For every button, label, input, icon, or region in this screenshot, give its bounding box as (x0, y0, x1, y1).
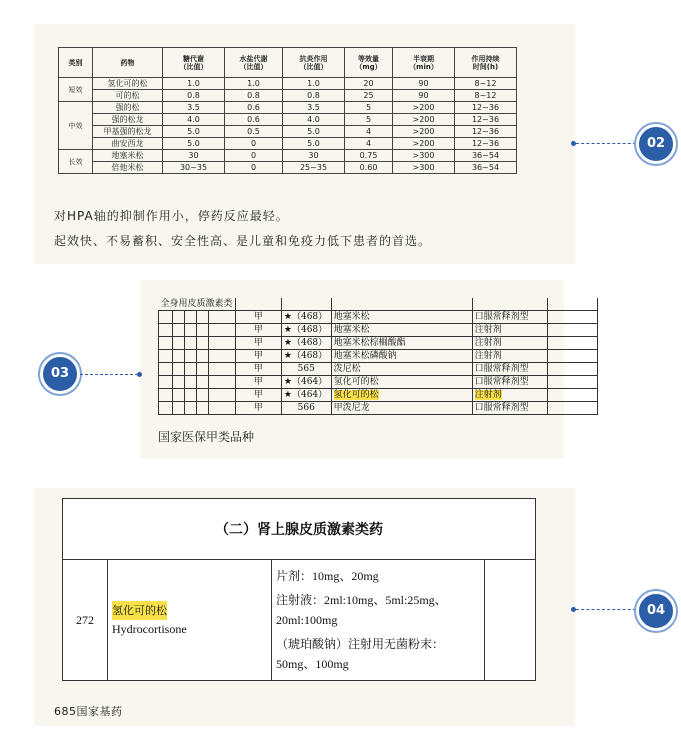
value-cell: 30 (163, 150, 225, 162)
form-cell: 口服常释剂型 (472, 311, 547, 324)
table-row (59, 102, 517, 114)
code-cell: （468） (291, 311, 328, 322)
table-row (159, 324, 598, 337)
value-cell: 0 (225, 150, 283, 162)
value-cell: 12~36 (455, 102, 517, 114)
drug-cell: 强的松龙 (93, 114, 163, 126)
value-cell: 0.6 (225, 114, 283, 126)
badge-02: 02 (636, 124, 676, 164)
caption-insurance: 国家医保甲类品种 (158, 430, 255, 444)
spec-powder-cont: 50mg、100mg (276, 657, 349, 671)
connector-dot (137, 372, 142, 377)
corticosteroid-comparison-table (58, 47, 517, 174)
drug-name-en: Hydrocortisone (112, 622, 187, 636)
value-cell: 4.0 (283, 114, 345, 126)
table-header-row (63, 499, 536, 560)
highlighted-drug: 氢化可的松 (333, 389, 379, 400)
table-row (63, 560, 536, 681)
form-cell: 注射剂 (472, 350, 547, 363)
code-cell: （464） (291, 389, 328, 400)
header-equivalent-dose: 等效量 （mg） (345, 48, 393, 78)
connector-line (576, 143, 636, 144)
value-cell: >200 (393, 126, 455, 138)
value-cell: 5 (345, 102, 393, 114)
form-cell: 口服常释剂型 (472, 402, 547, 415)
star-icon: ★ (283, 337, 292, 348)
insurance-table-crop (158, 298, 598, 418)
drug-cell: 氢化可的松 (93, 78, 163, 90)
insurance-table (158, 298, 598, 415)
value-cell: 12~36 (455, 138, 517, 150)
essential-drug-table (62, 498, 536, 681)
value-cell: 0.8 (163, 90, 225, 102)
value-cell: 20 (345, 78, 393, 90)
section-header: （二）肾上腺皮质激素类药 (63, 499, 536, 560)
drug-cell: 地塞米松 (331, 311, 472, 324)
code-cell: （468） (291, 337, 328, 348)
table-row (159, 376, 598, 389)
drug-cell: 甲泼尼龙 (331, 402, 472, 415)
header-duration: 作用持续 时间(h) (455, 48, 517, 78)
table-row (59, 162, 517, 174)
table-row (159, 402, 598, 415)
spec-injection-cont: 20ml:100mg (276, 613, 338, 627)
header-antiinflammatory: 抗炎作用 （比值） (283, 48, 345, 78)
grade-cell: 甲 (235, 402, 281, 415)
value-cell: >200 (393, 138, 455, 150)
table-title-row (159, 298, 598, 311)
caption-hpa: 对HPA轴的抑制作用小，停药反应最轻。 (54, 209, 289, 223)
value-cell: 5.0 (283, 126, 345, 138)
grade-cell: 甲 (235, 324, 281, 337)
grade-cell: 甲 (235, 389, 281, 402)
value-cell: 12~36 (455, 114, 517, 126)
code-cell: （468） (291, 350, 328, 361)
code-cell: （464） (291, 376, 328, 387)
table-row (159, 363, 598, 376)
value-cell: 0 (225, 162, 283, 174)
value-cell: >200 (393, 114, 455, 126)
empty-cell (485, 560, 536, 681)
spec-injection: 注射液：2ml:10mg、5ml:25mg、 (276, 593, 447, 607)
grade-cell: 甲 (235, 337, 281, 350)
header-drug: 药物 (93, 48, 163, 78)
value-cell: 5.0 (163, 126, 225, 138)
value-cell: 4 (345, 138, 393, 150)
value-cell: 1.0 (225, 78, 283, 90)
value-cell: 12~36 (455, 126, 517, 138)
table-row (59, 90, 517, 102)
drug-cell: 倍他米松 (93, 162, 163, 174)
table-row-highlighted (159, 389, 598, 402)
form-cell: 口服常释剂型 (472, 363, 547, 376)
grade-cell: 甲 (235, 350, 281, 363)
header-half-life: 半衰期 （min） (393, 48, 455, 78)
value-cell: 30 (283, 150, 345, 162)
value-cell: 0.8 (283, 90, 345, 102)
drug-cell: 地塞米松 (93, 150, 163, 162)
drug-cell: 地塞米松磷酸钠 (331, 350, 472, 363)
header-salt: 水盐代谢 （比值） (225, 48, 283, 78)
drug-cell: 甲基强的松龙 (93, 126, 163, 138)
specification-cell (272, 560, 485, 681)
category-cell: 中效 (59, 102, 93, 150)
value-cell: 0.6 (225, 102, 283, 114)
grade-cell: 甲 (235, 363, 281, 376)
drug-cell: 氢化可的松 (331, 376, 472, 389)
value-cell: 3.5 (283, 102, 345, 114)
star-icon: ★ (283, 350, 292, 361)
table-row (59, 150, 517, 162)
star-icon: ★ (283, 376, 292, 387)
value-cell: 5.0 (283, 138, 345, 150)
table-row (59, 114, 517, 126)
grade-cell: 甲 (235, 376, 281, 389)
value-cell: 0 (225, 138, 283, 150)
header-category: 类别 (59, 48, 93, 78)
category-cell: 短效 (59, 78, 93, 102)
value-cell: 0.60 (345, 162, 393, 174)
table-row (159, 350, 598, 363)
section-title: 全身用皮质激素类 (159, 298, 236, 311)
value-cell: 90 (393, 90, 455, 102)
drug-number: 272 (63, 560, 108, 681)
star-icon: ★ (283, 324, 292, 335)
code-cell: （468） (291, 324, 328, 335)
table-row (59, 138, 517, 150)
grade-cell: 甲 (235, 311, 281, 324)
value-cell: 5 (345, 114, 393, 126)
code-cell: 566 (297, 402, 315, 413)
value-cell: 5.0 (163, 138, 225, 150)
value-cell: >300 (393, 162, 455, 174)
connector-line (576, 609, 636, 610)
caption-essential: 685国家基药 (54, 705, 123, 718)
table-row (59, 78, 517, 90)
table-row (159, 311, 598, 324)
value-cell: 36~54 (455, 150, 517, 162)
drug-cell: 曲安西龙 (93, 138, 163, 150)
drug-name-cell (108, 560, 272, 681)
header-glucose: 糖代谢 （比值） (163, 48, 225, 78)
drug-cell: 泼尼松 (331, 363, 472, 376)
value-cell: 1.0 (283, 78, 345, 90)
connector-line (80, 374, 138, 375)
spec-powder: （琥珀酸钠）注射用无菌粉末： (276, 637, 445, 651)
drug-name-cn: 氢化可的松 (112, 601, 167, 620)
spec-tablet: 片剂：10mg、20mg (276, 569, 379, 583)
value-cell: 8~12 (455, 78, 517, 90)
category-cell: 长效 (59, 150, 93, 174)
drug-cell: 可的松 (93, 90, 163, 102)
drug-cell: 地塞米松棕榈酸酯 (331, 337, 472, 350)
code-cell: 565 (297, 363, 315, 374)
value-cell: 36~54 (455, 162, 517, 174)
table-header-row (59, 48, 517, 78)
caption-first-choice: 起效快、不易蓄积、安全性高、是儿童和免疫力低下患者的首选。 (54, 234, 432, 248)
star-icon: ★ (283, 311, 292, 322)
value-cell: 0.5 (225, 126, 283, 138)
value-cell: 1.0 (163, 78, 225, 90)
badge-03: 03 (40, 354, 80, 394)
value-cell: 0.8 (225, 90, 283, 102)
value-cell: 0.75 (345, 150, 393, 162)
value-cell: >300 (393, 150, 455, 162)
form-cell: 注射剂 (472, 324, 547, 337)
value-cell: 4 (345, 126, 393, 138)
table-row (159, 337, 598, 350)
value-cell: >200 (393, 102, 455, 114)
star-icon: ★ (283, 389, 292, 400)
table-row (59, 126, 517, 138)
value-cell: 4.0 (163, 114, 225, 126)
form-cell: 注射剂 (472, 337, 547, 350)
drug-cell: 强的松 (93, 102, 163, 114)
value-cell: 3.5 (163, 102, 225, 114)
value-cell: 25~35 (283, 162, 345, 174)
badge-04: 04 (636, 591, 676, 631)
value-cell: 30~35 (163, 162, 225, 174)
value-cell: 8~12 (455, 90, 517, 102)
highlighted-form: 注射剂 (474, 389, 502, 400)
drug-cell: 地塞米松 (331, 324, 472, 337)
value-cell: 25 (345, 90, 393, 102)
form-cell: 口服常释剂型 (472, 376, 547, 389)
value-cell: 90 (393, 78, 455, 90)
